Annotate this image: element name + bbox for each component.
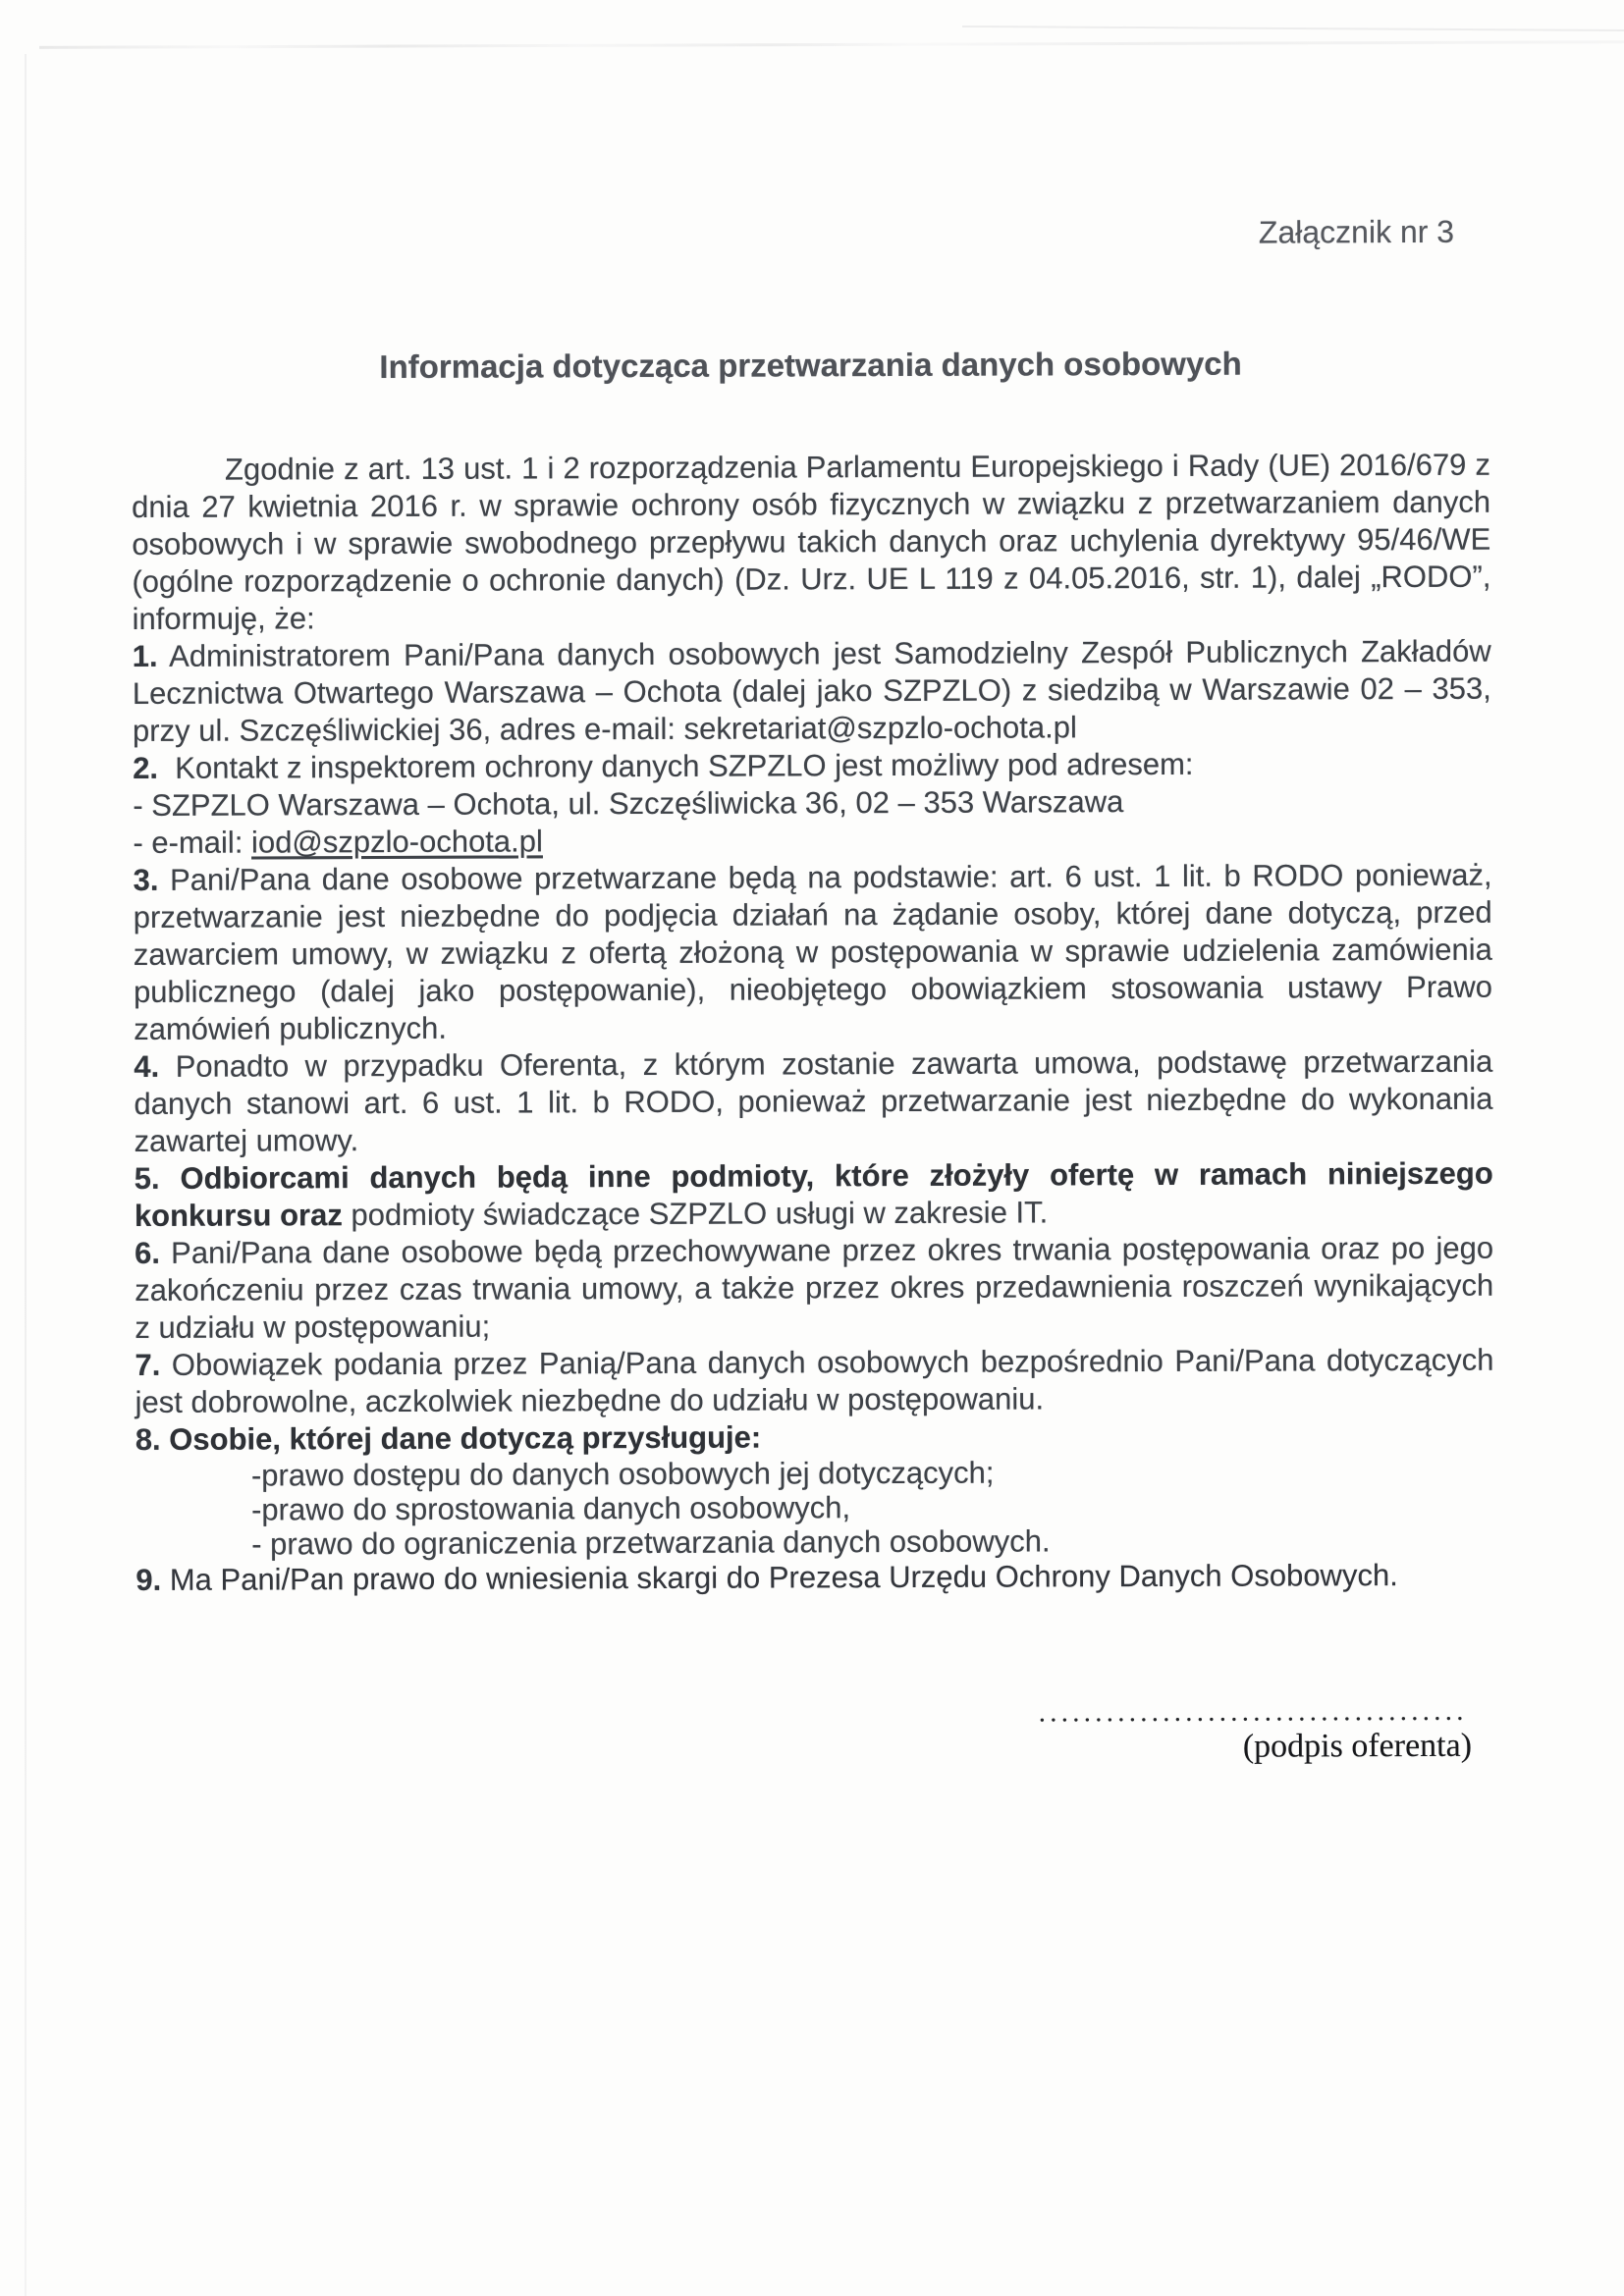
scan-artifact-top-edge xyxy=(39,40,1624,49)
item-4-number: 4. xyxy=(134,1048,160,1084)
item-9-number: 9. xyxy=(135,1562,162,1597)
item-2-email-line xyxy=(133,820,1491,862)
list-item-2 xyxy=(133,745,1491,862)
intro-paragraph: Zgodnie z art. 13 ust. 1 i 2 rozporządzenia Parlamentu Europejskiego i Rady (UE) 2016/679 z dnia 27 kwietnia 2016 r. w sprawie ochrony osób fizycznych w związku z przetwarzaniem danych osobowych i w sprawie swobodnego przepływu takich danych oraz uchylenia dyrektywy 95/46/WE (ogólne rozporządzenie o ochronie danych) (Dz. Urz. UE L 119 z 04.05.2016, str. 1), dalej „RODO”, informuję, że: xyxy=(132,447,1491,636)
item-5-regular-text: podmioty świadczące SZPZLO usługi w zakresie IT. xyxy=(351,1195,1049,1233)
list-item-5 xyxy=(135,1155,1493,1235)
attachment-label: Załącznik nr 3 xyxy=(1258,213,1455,250)
item-6-text: Pani/Pana dane osobowe będą przechowywane przez okres trwania postępowania oraz po jego zakończeniu przez czas trwania umowy, a także przez okres przedawnienia roszczeń wynikających z udziału w postępowaniu; xyxy=(135,1230,1494,1345)
list-item-7 xyxy=(135,1342,1493,1421)
document-content xyxy=(131,213,1495,1773)
list-item-3 xyxy=(134,857,1493,1048)
item-3-text: Pani/Pana dane osobowe przetwarzane będą na podstawie: art. 6 ust. 1 lit. b RODO ponieważ, przetwarzanie jest niezbędne do podjęcia działań na żądanie osoby, której dane dotyczą, przed zawarciem umowy, w związku z ofertą złożoną w postępowania w sprawie udzielenia zamówienia publicznego (dalej jako postępowanie), nieobjętego obowiązkiem stosowania ustawy Prawo zamówień publicznych. xyxy=(133,857,1493,1046)
item-1-text: Administratorem Pani/Pana danych osobowych jest Samodzielny Zespół Publicznych Zakładów Lecznictwa Otwartego Warszawa – Ochota (dalej jako SZPZLO) z siedzibą w Warszawie 02 – 353, przy ul. Szczęśliwickiej 36, adres e-mail: sekretariat@szpzlo-ochota.pl xyxy=(132,633,1491,748)
email-link: iod@szpzlo-ochota.pl xyxy=(250,824,543,860)
list-item-8 xyxy=(135,1416,1495,1562)
signature-dotted-line: ...................................... xyxy=(1038,1695,1468,1729)
item-1-number: 1. xyxy=(132,638,158,673)
item-2-intro-line xyxy=(133,745,1491,787)
item-7-text: Obowiązek podania przez Panią/Pana danych osobowych bezpośrednio Pani/Pana dotyczących jest dobrowolne, aczkolwiek niezbędne do udziału w postępowaniu. xyxy=(135,1342,1494,1419)
item-7-number: 7. xyxy=(135,1347,161,1382)
item-8-sub-1: -prawo dostępu do danych osobowych jej dotyczących; xyxy=(250,1455,995,1493)
item-2-address-line: - SZPZLO Warszawa – Ochota, ul. Szczęśliwicka 36, 02 – 353 Warszawa xyxy=(133,784,1124,823)
scan-artifact-top-edge-right xyxy=(962,26,1624,31)
item-8-heading xyxy=(135,1416,1494,1459)
signature-block xyxy=(136,1695,1495,1773)
list-item-9 xyxy=(135,1557,1494,1599)
item-5-number: 5. xyxy=(134,1160,160,1196)
list-item-6 xyxy=(135,1230,1493,1347)
item-8-number: 8. xyxy=(135,1421,161,1457)
item-2-email-prefix: - e-mail: xyxy=(133,825,252,860)
item-5-bold-text: Odbiorcami danych będą inne podmioty, które złożyły ofertę w ramach niniejszego konkursu oraz xyxy=(134,1155,1493,1233)
signature-caption: (podpis oferenta) xyxy=(1242,1727,1473,1765)
list-item-4 xyxy=(134,1043,1492,1160)
item-2-text: Kontakt z inspektorem ochrony danych SZPZLO jest możliwy pod adresem: xyxy=(175,746,1194,785)
item-6-number: 6. xyxy=(134,1235,160,1270)
item-9-text: Ma Pani/Pan prawo do wniesienia skargi do Prezesa Urzędu Ochrony Danych Osobowych. xyxy=(169,1558,1398,1597)
item-4-text: Ponadto w przypadku Oferenta, z którym zostanie zawarta umowa, podstawę przetwarzania danych stanowi art. 6 ust. 1 lit. b RODO, ponieważ przetwarzanie jest niezbędne do wykonania zawartej umowy. xyxy=(134,1043,1493,1158)
item-8-sub-3: - prawo do ograniczenia przetwarzania danych osobowych. xyxy=(251,1523,1051,1562)
document-title: Informacja dotycząca przetwarzania danych osobowych xyxy=(379,345,1242,386)
item-8-heading-text: Osobie, której dane dotyczą przysługuje: xyxy=(169,1419,762,1457)
item-2-number: 2. xyxy=(133,750,159,785)
scan-artifact-left-edge xyxy=(25,54,27,2296)
list-item-1 xyxy=(133,633,1491,750)
item-8-sub-2: -prawo do sprostowania danych osobowych, xyxy=(250,1490,851,1527)
item-3-number: 3. xyxy=(133,862,159,897)
